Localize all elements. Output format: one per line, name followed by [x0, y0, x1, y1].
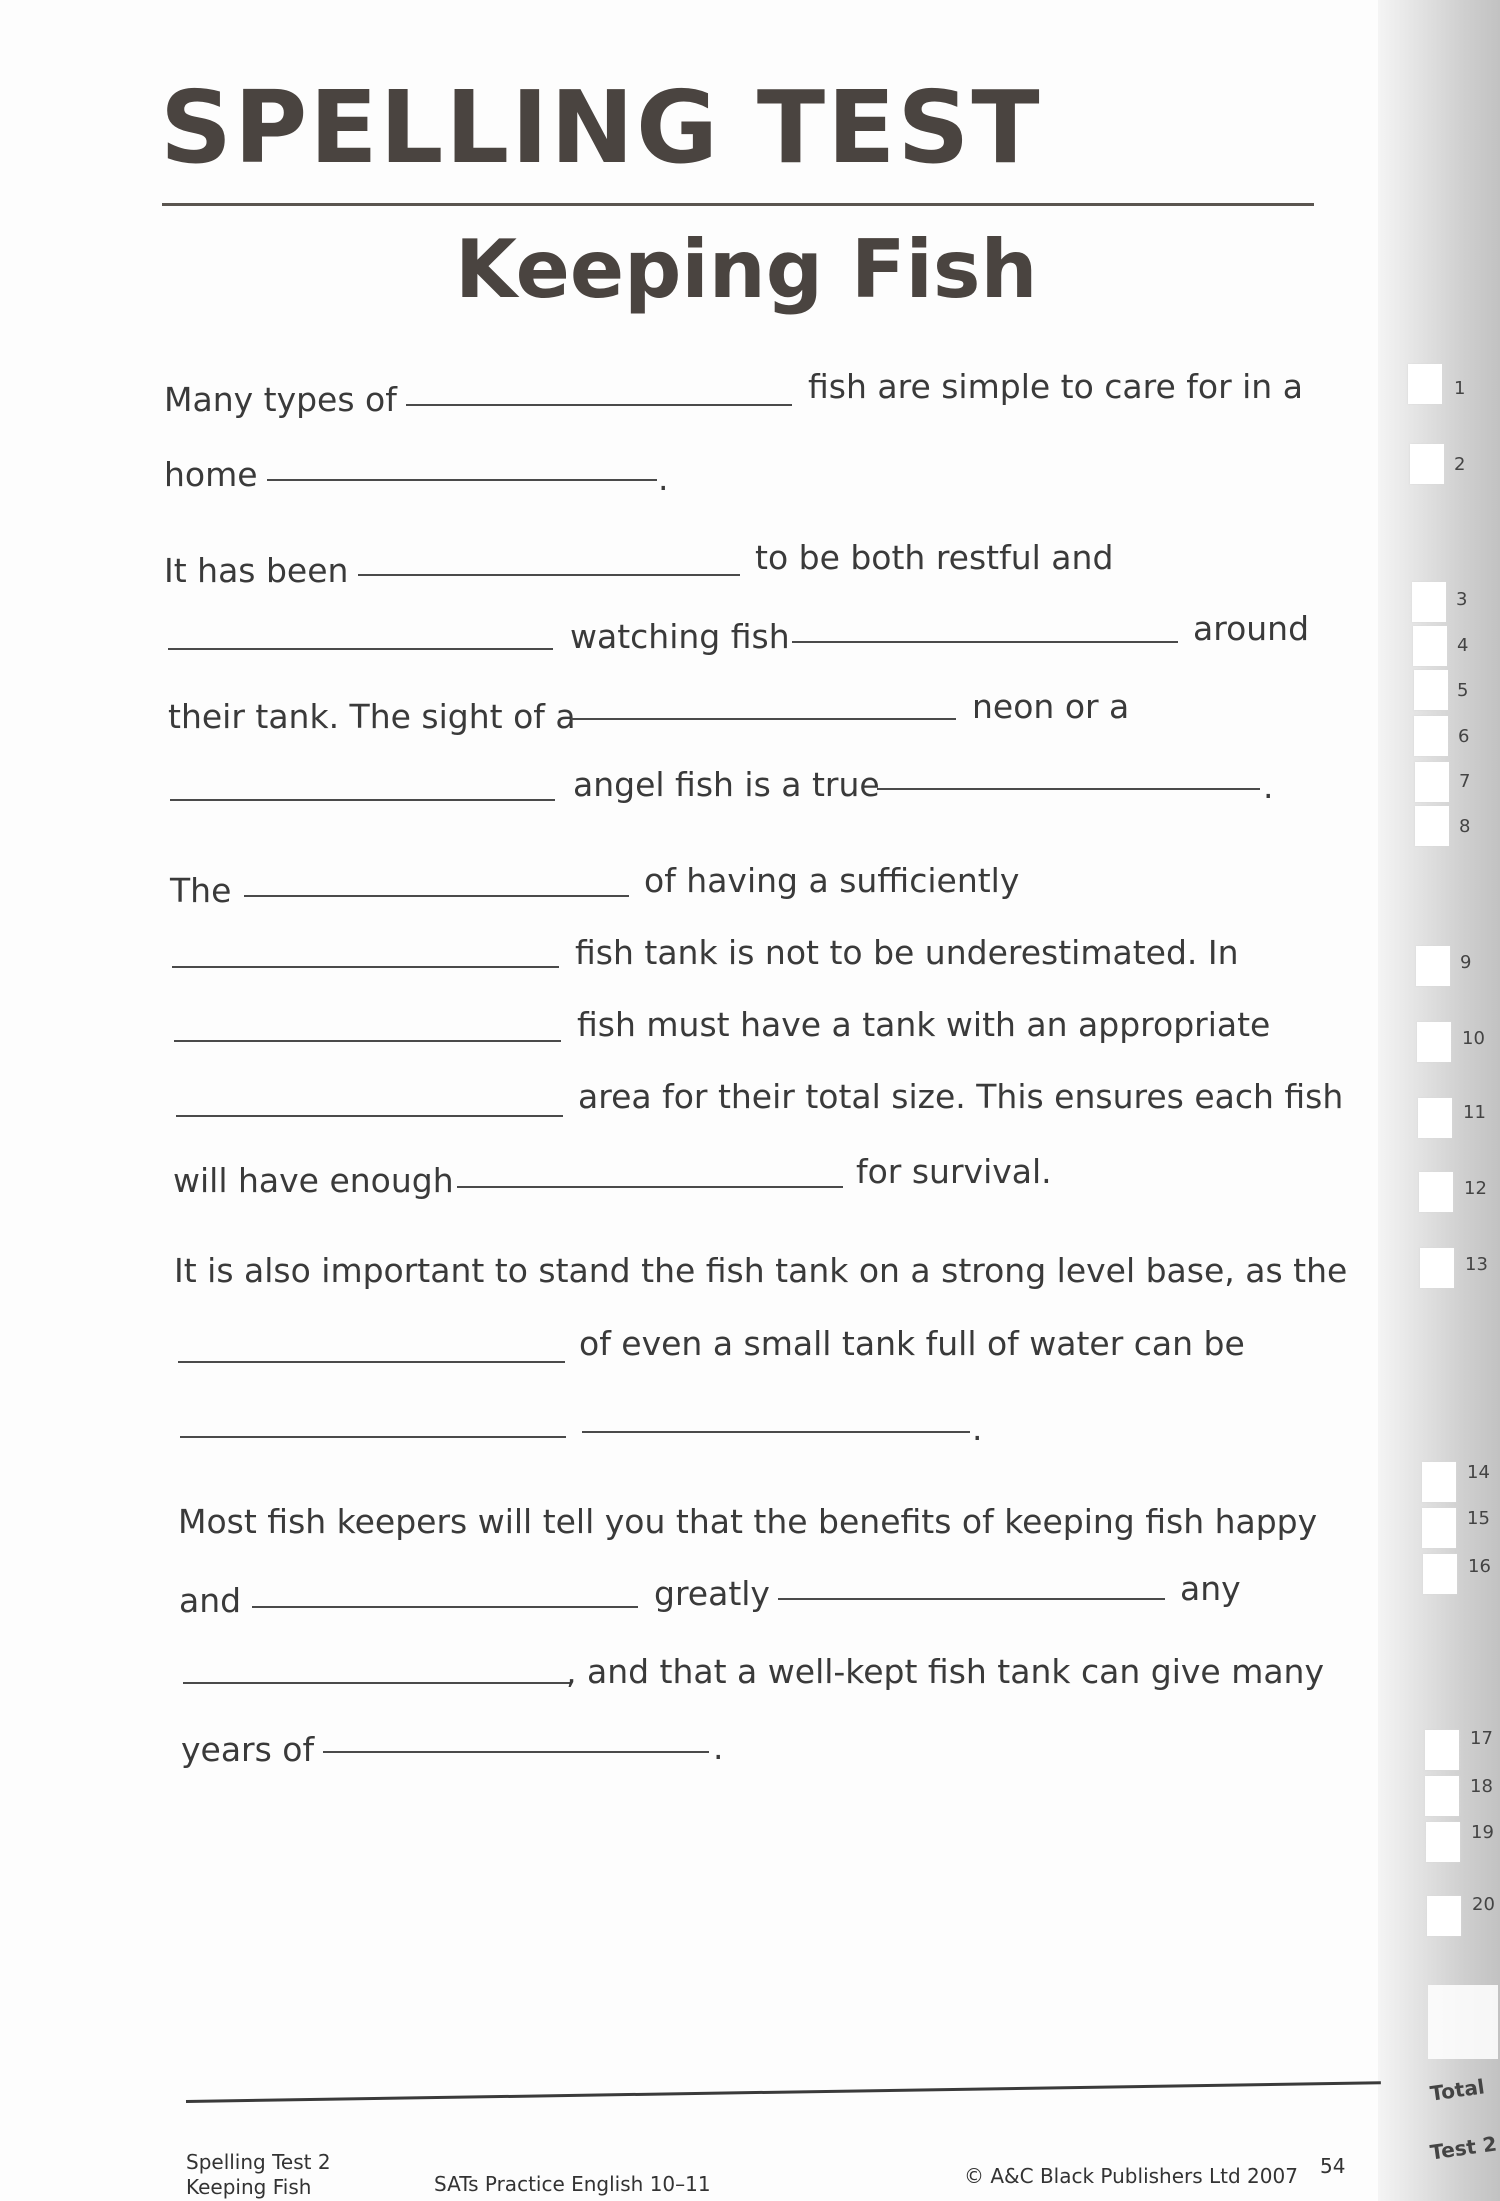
answer-box[interactable]: [1414, 670, 1448, 710]
footer-page-number: 54: [1320, 2154, 1346, 2178]
question-number: 12: [1464, 1178, 1487, 1199]
footer-test-topic: Keeping Fish: [186, 2175, 312, 2199]
blank-14[interactable]: [178, 1361, 565, 1363]
passage-text: greatly: [654, 1574, 770, 1613]
footer-book: SATs Practice English 10–11: [434, 2172, 711, 2196]
blank-11[interactable]: [174, 1040, 561, 1042]
question-number: 4: [1457, 635, 1469, 656]
question-number: 19: [1471, 1822, 1494, 1843]
passage-text: home: [164, 455, 258, 494]
blank-17[interactable]: [252, 1606, 638, 1608]
blank-7[interactable]: [170, 799, 555, 801]
passage-text: Many types of: [164, 380, 397, 419]
passage-text: fish are simple to care for in a: [808, 367, 1303, 406]
answer-box[interactable]: [1418, 1098, 1452, 1138]
answer-box[interactable]: [1415, 806, 1449, 846]
footer-rule: [186, 2081, 1381, 2103]
passage-text: The: [170, 871, 232, 910]
blank-2[interactable]: [267, 479, 657, 481]
page-title: SPELLING TEST: [160, 69, 1042, 186]
title-rule: [162, 203, 1314, 206]
answer-box[interactable]: [1414, 716, 1448, 756]
question-number: 3: [1456, 589, 1468, 610]
answer-box[interactable]: [1427, 1896, 1461, 1936]
answer-box[interactable]: [1420, 1248, 1454, 1288]
passage-text: for survival.: [856, 1152, 1052, 1191]
passage-text: watching fish: [570, 617, 790, 656]
answer-box[interactable]: [1417, 1022, 1451, 1062]
answer-box[interactable]: [1425, 1730, 1459, 1770]
passage-text: fish tank is not to be underestimated. In: [575, 933, 1239, 972]
blank-1[interactable]: [406, 404, 792, 406]
footer-copyright: © A&C Black Publishers Ltd 2007: [964, 2164, 1298, 2188]
blank-5[interactable]: [792, 641, 1178, 643]
punctuation: .: [972, 1409, 983, 1448]
total-box[interactable]: [1428, 1985, 1498, 2059]
answer-box[interactable]: [1419, 1172, 1453, 1212]
answer-box[interactable]: [1422, 1462, 1456, 1502]
passage-text: to be both restful and: [755, 538, 1114, 577]
blank-8[interactable]: [877, 788, 1260, 790]
passage-text: neon or a: [972, 687, 1130, 726]
question-number: 5: [1457, 680, 1469, 701]
question-number: 17: [1470, 1728, 1493, 1749]
question-number: 14: [1467, 1462, 1490, 1483]
answer-box[interactable]: [1408, 364, 1442, 404]
blank-6[interactable]: [571, 718, 956, 720]
question-number: 8: [1459, 816, 1471, 837]
question-number: 13: [1465, 1254, 1488, 1275]
question-number: 10: [1462, 1028, 1485, 1049]
question-number: 6: [1458, 726, 1470, 747]
blank-16[interactable]: [582, 1431, 970, 1433]
passage-text: their tank. The sight of a: [168, 697, 576, 736]
answer-box[interactable]: [1415, 762, 1449, 802]
answer-box[interactable]: [1425, 1776, 1459, 1816]
answer-box[interactable]: [1422, 1508, 1456, 1548]
answer-box[interactable]: [1412, 582, 1446, 622]
footer-test-name: Spelling Test 2: [186, 2150, 331, 2174]
answer-box[interactable]: [1413, 626, 1447, 666]
passage-text: years of: [181, 1730, 315, 1769]
passage-text: fish must have a tank with an appropriate: [577, 1005, 1271, 1044]
passage-text: Most fish keepers will tell you that the benefits of keeping fish happy: [178, 1502, 1318, 1541]
answer-box[interactable]: [1426, 1822, 1460, 1862]
blank-18[interactable]: [778, 1598, 1165, 1600]
question-number: 2: [1454, 454, 1466, 475]
passage-text: of even a small tank full of water can be: [579, 1324, 1245, 1363]
blank-3[interactable]: [358, 574, 740, 576]
answer-box[interactable]: [1423, 1554, 1457, 1594]
question-number: 18: [1470, 1776, 1493, 1797]
answer-box[interactable]: [1416, 946, 1450, 986]
punctuation: .: [658, 459, 669, 498]
question-number: 7: [1459, 771, 1471, 792]
question-number: 11: [1463, 1102, 1486, 1123]
blank-4[interactable]: [168, 648, 553, 650]
punctuation: .: [713, 1728, 724, 1767]
question-number: 20: [1472, 1894, 1495, 1915]
blank-20[interactable]: [323, 1751, 709, 1753]
question-number: 16: [1468, 1556, 1491, 1577]
test-label: Test 2: [1428, 2131, 1499, 2165]
passage-text: angel fish is a true: [573, 765, 880, 804]
blank-13[interactable]: [457, 1186, 843, 1188]
passage-text: area for their total size. This ensures each fish: [578, 1077, 1344, 1116]
punctuation: .: [1263, 767, 1274, 806]
passage-text: It is also important to stand the fish tank on a strong level base, as the: [174, 1251, 1348, 1290]
passage-text: , and that a well-kept fish tank can give many: [566, 1652, 1325, 1691]
passage-text: any: [1180, 1569, 1241, 1608]
answer-box[interactable]: [1410, 444, 1444, 484]
passage-text: and: [179, 1581, 242, 1620]
blank-10[interactable]: [172, 966, 559, 968]
question-number: 9: [1460, 952, 1472, 973]
passage-text: It has been: [164, 551, 349, 590]
blank-9[interactable]: [244, 895, 629, 897]
total-label: Total: [1428, 2074, 1487, 2106]
passage-text: around: [1193, 609, 1310, 648]
blank-19[interactable]: [183, 1682, 570, 1684]
question-number: 1: [1454, 378, 1466, 399]
page-subtitle: Keeping Fish: [455, 223, 1038, 316]
question-number: 15: [1467, 1508, 1490, 1529]
passage-text: of having a sufficiently: [644, 861, 1020, 900]
blank-12[interactable]: [176, 1115, 563, 1117]
blank-15[interactable]: [180, 1436, 566, 1438]
passage-text: will have enough: [173, 1161, 454, 1200]
